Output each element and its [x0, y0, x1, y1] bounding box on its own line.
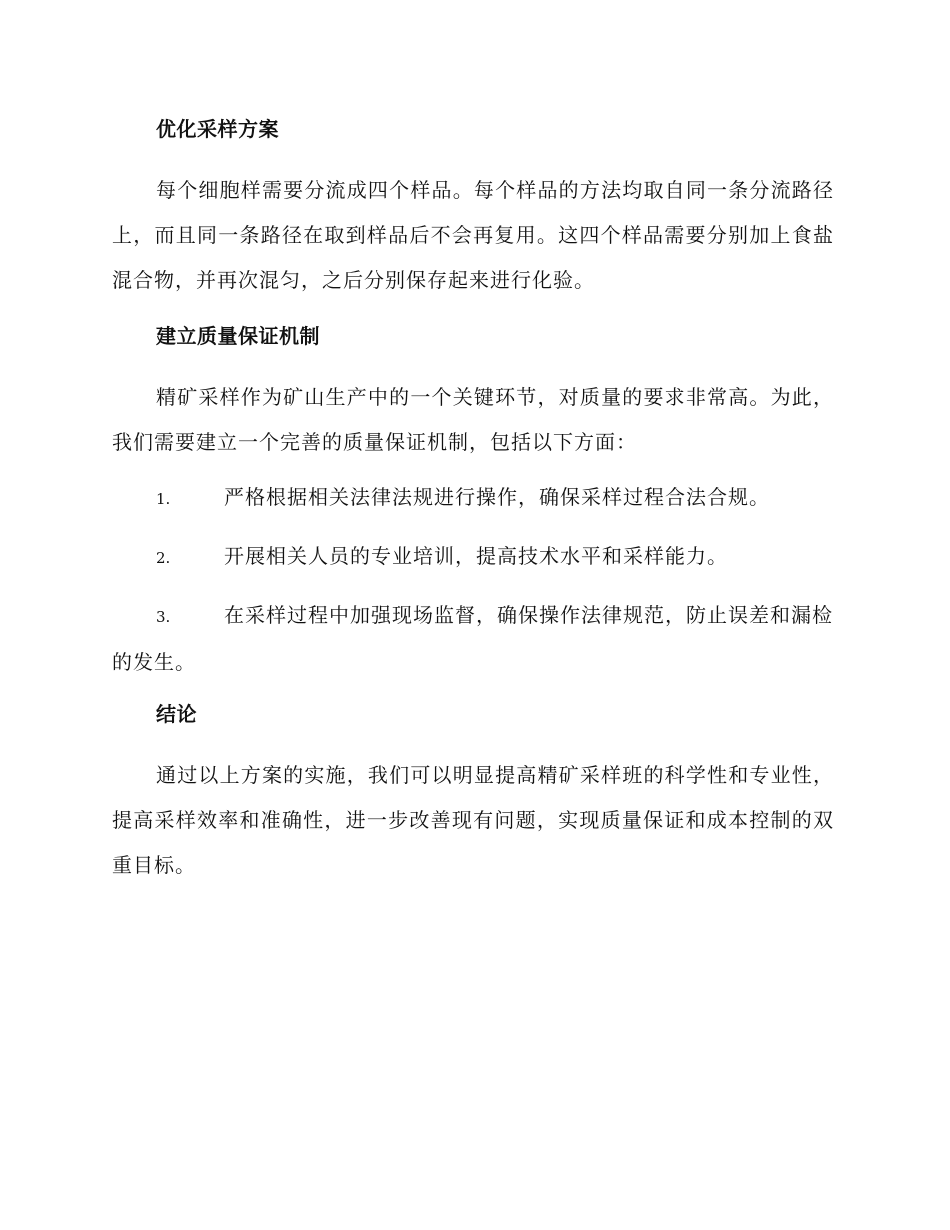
numbered-list — [112, 475, 834, 685]
section-optimize-sampling — [112, 112, 834, 303]
body-paragraph: 精矿采样作为矿山生产中的一个关键环节，对质量的要求非常高。为此，我们需要建立一个完善的质量保证机制，包括以下方面： — [112, 385, 834, 454]
list-number: 2. — [156, 549, 171, 567]
body-paragraph: 每个细胞样需要分流成四个样品。每个样品的方法均取自同一条分流路径上，而且同一条路径在取到样品后不会再复用。这四个样品需要分别加上食盐混合物，并再次混匀，之后分别保存起来进行化验。 — [112, 178, 834, 292]
body-paragraph: 通过以上方案的实施，我们可以明显提高精矿采样班的科学性和专业性，提高采样效率和准确性，进一步改善现有问题，实现质量保证和成本控制的双重目标。 — [112, 763, 834, 877]
list-item — [112, 475, 834, 522]
list-item-text: 在采样过程中加强现场监督，确保操作法律规范，防止误差和漏检的发生。 — [112, 603, 833, 674]
section-quality-assurance — [112, 319, 834, 685]
section-conclusion — [112, 697, 834, 888]
document-body — [112, 112, 834, 898]
list-number: 3. — [156, 608, 171, 626]
section-heading: 优化采样方案 — [156, 117, 279, 141]
section-heading: 结论 — [156, 702, 197, 726]
list-item-text: 开展相关人员的专业培训，提高技术水平和采样能力。 — [224, 544, 728, 568]
list-item — [112, 534, 834, 581]
list-item — [112, 593, 834, 685]
section-heading: 建立质量保证机制 — [156, 324, 320, 348]
list-item-text: 严格根据相关法律法规进行操作，确保采样过程合法合规。 — [224, 485, 770, 509]
list-number: 1. — [156, 490, 171, 508]
